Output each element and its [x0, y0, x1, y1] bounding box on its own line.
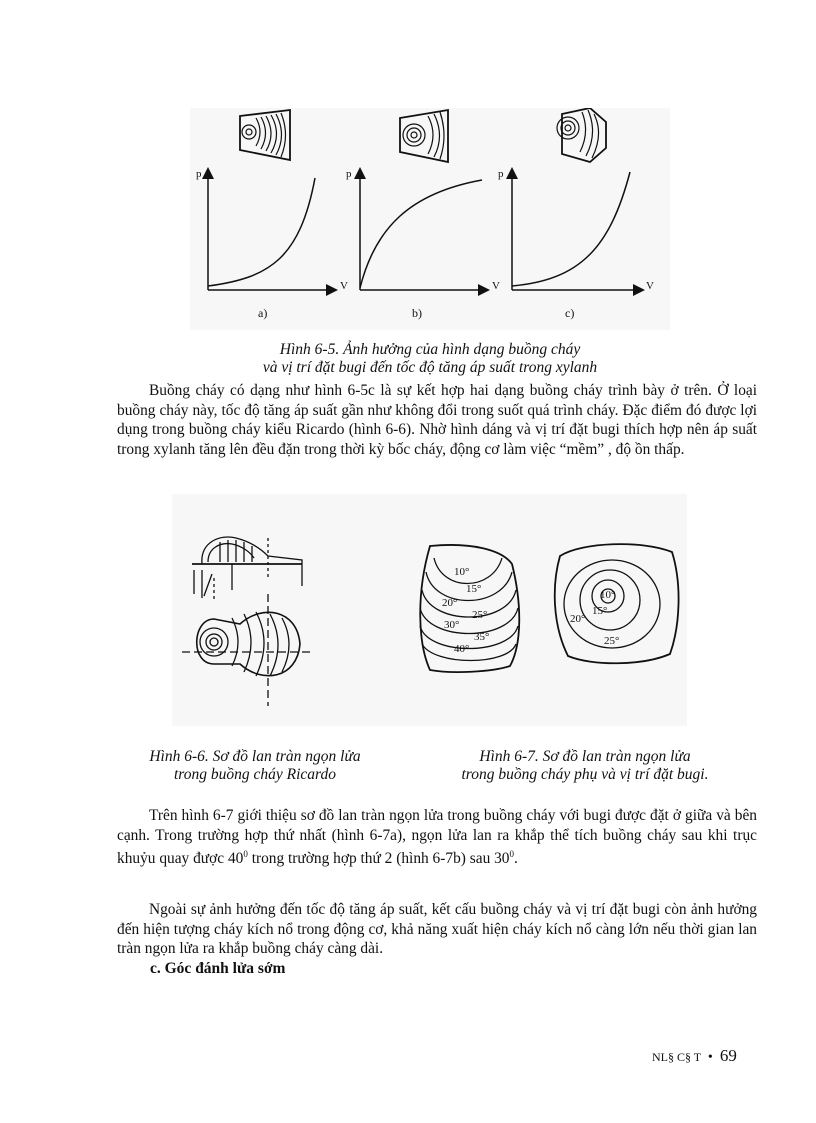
axis-p-b: p: [346, 168, 352, 180]
deg-right-10: 10°: [600, 589, 616, 601]
caption-figure-6-7: [420, 748, 750, 784]
deg-right-20: 20°: [570, 613, 586, 625]
axis-v-c: V: [646, 280, 654, 292]
figure-6-5-drawing: [190, 108, 670, 330]
page-number: 69: [719, 1046, 737, 1065]
paragraph-3: Ngoài sự ảnh hưởng đến tốc độ tăng áp suất, kết cấu buồng cháy và vị trí đặt bugi còn ảnh hưởng đến hiện tượng cháy kích nổ trong động cơ, khả năng xuất hiện cháy kích nổ càng lớn nếu thời gian lan tràn ngọn lửa ra khắp buồng cháy càng dài.: [117, 901, 757, 957]
paragraph-2-sup-b: 0: [509, 849, 514, 859]
figures-drawing: [172, 494, 687, 726]
section-heading: c. Góc đánh lửa sớm: [150, 960, 286, 977]
deg-left-30: 30°: [444, 619, 460, 631]
caption-6-6-line2: trong buồng cháy Ricardo: [173, 766, 336, 783]
paragraph-2-sup-a: 0: [243, 849, 248, 859]
plot-c: [512, 170, 642, 290]
pressure-curve-c: [512, 172, 630, 286]
page-footer: [652, 1046, 737, 1066]
figure-6-5-caption: [190, 341, 670, 377]
pressure-curve-a: [208, 178, 315, 286]
axis-p-a: p: [196, 168, 202, 180]
axis-v-a: V: [340, 280, 348, 292]
panel-label-b: b): [412, 306, 422, 320]
caption-6-5-line2: và vị trí đặt bugi đến tốc độ tăng áp suất trong xylanh: [262, 359, 598, 376]
axis-v-b: V: [492, 280, 500, 292]
deg-left-20: 20°: [442, 597, 458, 609]
deg-left-25: 25°: [472, 609, 488, 621]
deg-right-15: 15°: [592, 605, 608, 617]
paragraph-2-part-a: Trên hình 6-7 giới thiệu sơ đồ lan tràn ngọn lửa trong buồng cháy với bugi được đặt ở giữa và bên cạnh. Trong trường hợp thứ nhất (hình 6-7a), ngọn lửa lan ra khắp thể tích buồng cháy sau khi trục khuỷu quay được 40: [117, 807, 757, 868]
chamber-icon-a: [240, 110, 290, 160]
paragraph-2-part-c: .: [514, 850, 518, 868]
paragraph-1: Buồng cháy có dạng như hình 6-5c là sự kết hợp hai dạng buồng cháy trình bày ở trên. Ở loại buồng cháy này, tốc độ tăng áp suất gần như không đổi trong suốt quá trình cháy. Đặc điểm đó được lợi dụng trong buồng cháy kiểu Ricardo (hình 6-6). Nhờ hình dáng và vị trí đặt bugi thích hợp nên áp suất trong xylanh tăng lên đều đặn trong thời kỳ bốc cháy, động cơ làm việc “mềm” , độ ồn thấp.: [117, 382, 757, 458]
deg-left-35: 35°: [474, 631, 490, 643]
caption-figure-6-6: [110, 748, 400, 784]
chamber-icon-b: [400, 110, 448, 162]
panel-label-c: c): [565, 306, 575, 320]
deg-left-10: 10°: [454, 566, 470, 578]
deg-left-15: 15°: [466, 583, 482, 595]
axis-p-c: p: [498, 168, 504, 180]
footer-bullet: •: [707, 1050, 713, 1065]
ricardo-chamber-plan: [182, 594, 312, 706]
caption-6-7-line2: trong buồng cháy phụ và vị trí đặt bugi.: [461, 766, 709, 783]
footer-label: NL§ C§ T: [652, 1050, 701, 1064]
caption-6-5-line1: Hình 6-5. Ảnh hưởng của hình dạng buồng cháy: [279, 341, 581, 358]
ricardo-chamber-side: [192, 537, 302, 602]
figure-6-5: [190, 108, 670, 330]
paragraph-2: [117, 806, 757, 869]
chamber-icon-c: [557, 108, 606, 162]
caption-6-7-line1: Hình 6-7. Sơ đồ lan tràn ngọn lửa: [479, 748, 691, 765]
figure-6-6-6-7: [172, 494, 687, 726]
pressure-curve-b: [360, 180, 482, 288]
caption-6-6-line1: Hình 6-6. Sơ đồ lan tràn ngọn lửa: [149, 748, 361, 765]
deg-right-25: 25°: [604, 635, 620, 647]
plot-b: [360, 170, 487, 290]
chamber-central-plug: [420, 545, 519, 672]
paragraph-2-part-b: trong trường hợp thứ 2 (hình 6-7b) sau 30: [247, 850, 510, 868]
panel-label-a: a): [258, 306, 268, 320]
plot-a: [208, 170, 335, 290]
deg-left-40: 40°: [454, 643, 470, 655]
